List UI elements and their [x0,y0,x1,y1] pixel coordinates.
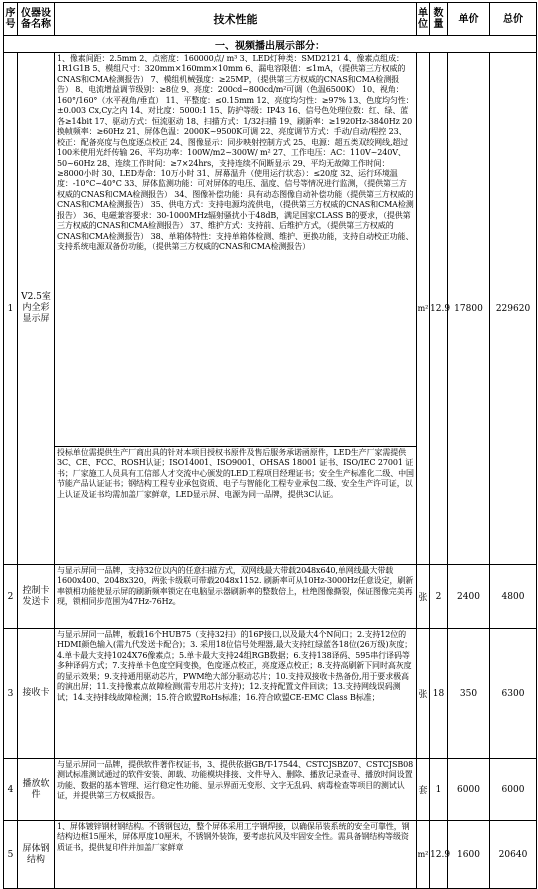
row-total: 4800 [490,565,537,629]
header-price: 单价 [448,3,490,36]
row-unit: m² [417,53,430,565]
row-unit: 张 [417,629,430,759]
row-total: 229620 [490,53,537,565]
row-price: 6000 [448,759,490,821]
table-row [4,629,537,759]
row-name: 屏体钢结构 [18,821,55,889]
header-unit: 单位 [417,3,430,36]
row-spec-certification: 投标单位需提供生产厂商出具的针对本项目授权书原件及售后服务承诺函原件，LED生产厂家需提供3C、CE、FCC、ROSH认证；ISO14001、ISO9001、OHSAS 18001 证书、ISO/IEC 27001 证书；厂家施工人员具有工信部人才交流中心颁发的LED工程项目经理证书；安全生产标准化二级、中国节能产品认证证书；钢结构工程专业承包资质、电子与智能化工程专业承包二级、安全生产许可证，以上认证及证书均需加盖厂家鲜章，LED显示屏、电源为同一品牌，提供3C认证。 [55,447,417,565]
header-row [4,3,537,36]
row-name: 控制卡发送卡 [18,565,55,629]
row-name: 播放软件 [18,759,55,821]
row-spec: 与显示屏同一品牌，板载16个HUB75（支持32扫）的16P接口,以及最大4个N间口；2.支持12位的HDMI颜色输入(需九代发送卡配合)；3. 采用18位信号处理器,最大支持红绿蓝各18位(26万级)灰度；4.单卡最大支持1024X76像素点；5.单卡最大支持24组RGB数据；6.支持138译码、595串行译码等多种译码方式；7.支持单卡色度空间变换，色度逐点校正，亮度逐点校正；8.支持高刷新下同时高灰度的显示效果；9.支持通用驱动芯片，PWM绝大部分驱动芯片；10.支持双接收卡热备份,用于要求极高的演出屏；11.支持像素点故障检测(需专用芯片支持)；12.支持配置文件回读；13.支持网线误码测试；14.支持排线故障检测；15.符合欧盟RoHs标准；16.符合欧盟CE-EMC Class B标准； [55,629,417,759]
row-price: 17800 [448,53,490,565]
row-qty: 2 [430,565,448,629]
row-spec: 1、屏体镀锌钢材钢结构。不锈钢包边，整个屏体采用工字钢焊接，以确保吊装系统的安全可靠性，钢结构边框15厘米，屏体厚度10厘米，不锈钢外装饰，要考虑抗风及牢固安全性。需具备钢结构等级资质证书，提供复印件并加盖厂家鲜章 [55,821,417,889]
row-price: 350 [448,629,490,759]
row-seq: 5 [4,821,18,889]
section-title: 一、视频播出展示部分： [4,36,537,53]
table-row [4,759,537,821]
row-unit: m² [417,821,430,889]
row-unit: 张 [417,565,430,629]
equipment-spec-table [3,2,537,889]
row-total: 20640 [490,821,537,889]
row-name: V2.5室内全彩显示屏 [18,53,55,565]
header-total: 总价 [490,3,537,36]
row-spec: 与显示屏同一品牌，支持32位以内的任意扫描方式，双网线最大带载2048x640,单网线最大带载1600x400、2048x320，两张卡级联可带载2048x1152. 刷新率可从10Hz-3000Hz任意设定，刷新率锁相功能使显示屏的刷新频率锁定在电脑显示器刷新率的整数倍上，杜绝图像撕裂，保证图像完美再现，锁相同步范围为47Hz-76Hz。 [55,565,417,629]
row-spec: 与显示屏同一品牌，提供软件著作权证书，3、提供依据GB/T-17544、CSTCJSBZ07、CSTCJSB08测试标准测试通过的软件安装、卸载、功能模块排接、文件导入、删除、播放记录查寻、播放时间设置功能、数据的基本管理、运行稳定性功能、显示界面无变形、文字无乱码、病毒检查等项目的测试认证，并提供第三方权威报告。 [55,759,417,821]
row-qty: 12.9 [430,53,448,565]
row-total: 6300 [490,629,537,759]
row-seq: 4 [4,759,18,821]
row-unit: 套 [417,759,430,821]
row-total: 6000 [490,759,537,821]
table-row [4,53,537,447]
row-name: 接收卡 [18,629,55,759]
row-qty: 18 [430,629,448,759]
header-spec: 技术性能 [55,3,417,36]
header-seq: 序号 [4,3,18,36]
table-row [4,565,537,629]
row-seq: 3 [4,629,18,759]
row-price: 1600 [448,821,490,889]
header-name: 仪器设备名称 [18,3,55,36]
row-qty: 1 [430,759,448,821]
table-row [4,821,537,889]
row-price: 2400 [448,565,490,629]
row-spec: 1、像素间距：2.5mm 2、点密度：160000点/ m³ 3、LED灯种类：SMD2121 4、像素点组成：1R1G1B 5、模组尺寸：320mm×160mm×10mm 6、漏电容限值：≤1mA，（提供第三方权威的CNAS和CMA检测报告） 7、模组机械强度：≥25MP，（提供第三方权威的CNAS和CMA检测报告） 8、电流增益调节级别：≥8位 9、亮度：200cd~800cd/m²可调（色温6500K） 10、视角：160°/160°（水平视角/垂直） 11、平整度：≤0.15mm 12、亮度均匀性：≥97% 13、色度均匀性：±0.003 Cx,Cy之内 14、对比度：5000:1 15、防护等级：IP43 16、信号色处理位数：红、绿、蓝各≥14bit 17、驱动方式：恒流驱动 18、扫描方式：1/32扫描 19、刷新率：≥1920Hz-3840Hz 20换帧频率：≥60Hz 21、屏体色温：2000K~9500K可调 22、亮度调节方式：手动/自动/程控 23、校正：配备亮度与色度逐点校正 24、图像显示：同步映射控制方式 25、电源：超五类双绞网线,超过100米使用光纤传输 26、平均功率：100W/m2~300W/ m² 27、工作电压：AC：110V~240V、50~60Hz 28、连续工作时间：≥7×24hrs，支持连续不间断显示 29、平均无故障工作时间：≥8000小时 30、LED寿命：10万小时 31、屏幕温升（使用运行状态）：≤20度 32、运行环境温度：-10°C~40°C 33、屏体监测功能：可对屏体的电压、温度、信号等情况进行监测，（提供第三方权威的CNAS和CMA检测报告） 34、图像补偿功能：具有动态图像自动补偿功能（提供第三方权威的CNAS和CMA检测报告） 35、供电方式：支持电源均流供电，（提供第三方权威的CNAS和CMA检测报告） 36、电磁兼容要求：30-1000MHz辐射骚扰小于48dB，满足国家CLASS B的要求，（提供第三方权威的CNAS和CMA检测报告） 37、维护方式：支持前、后维护方式，（提供第三方权威的CNAS和CMA检测报告） 38、单箱体特性：支持单箱体检测、维护、更换功能，支持自动校正功能、支持系统电源双备份功能，（提供第三方权威的CNAS和CMA检测报告） [55,53,417,447]
row-seq: 1 [4,53,18,565]
header-qty: 数量 [430,3,448,36]
row-qty: 12.9 [430,821,448,889]
section-row [4,36,537,53]
row-seq: 2 [4,565,18,629]
